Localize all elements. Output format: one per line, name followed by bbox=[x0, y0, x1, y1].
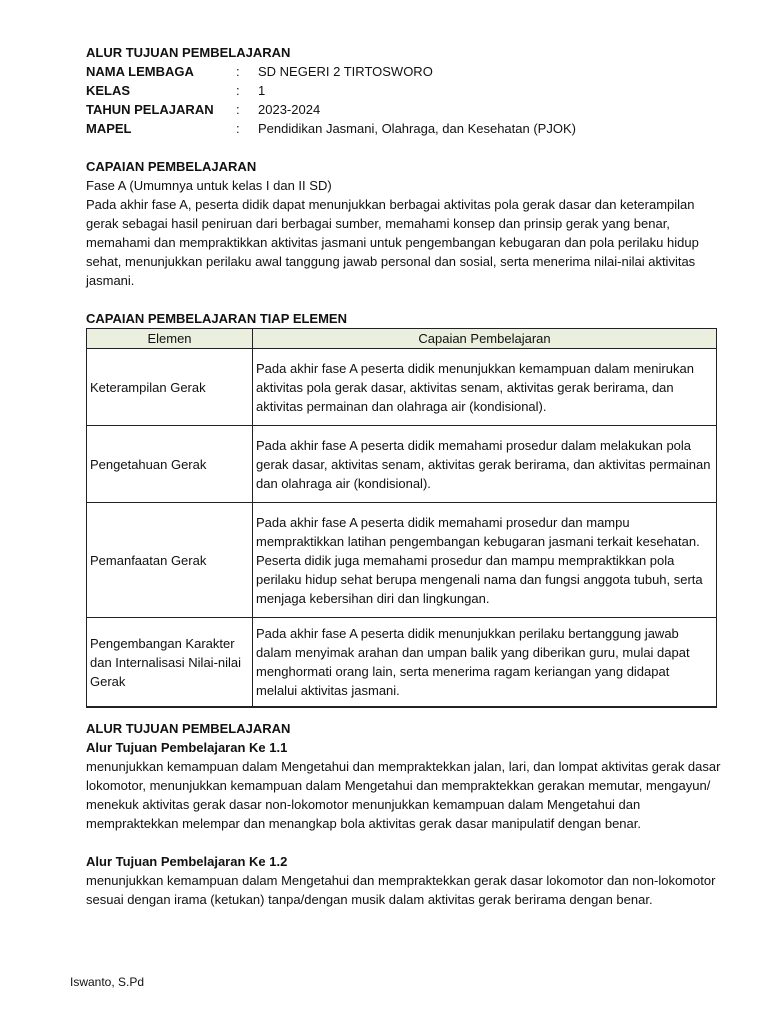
info-value: Pendidikan Jasmani, Olahraga, dan Kesehatan (PJOK) bbox=[258, 121, 576, 136]
column-header-elemen: Elemen bbox=[87, 329, 253, 349]
capaian-cell: Pada akhir fase A peserta didik menunjukkan perilaku bertanggung jawab dalam menyimak arahan dan umpan balik yang diberikan guru, mulai dapat menghormati orang lain, serta menerima ragam keriangan yang didapat melalui aktivitas jasmani. bbox=[253, 618, 717, 708]
elemen-heading: CAPAIAN PEMBELAJARAN TIAP ELEMEN bbox=[86, 311, 347, 326]
info-value: SD NEGERI 2 TIRTOSWORO bbox=[258, 64, 433, 79]
info-row-lembaga bbox=[86, 62, 722, 81]
info-colon: : bbox=[236, 64, 240, 79]
elemen-table-wrap bbox=[86, 328, 722, 708]
atp-item-title: Alur Tujuan Pembelajaran Ke 1.1 bbox=[86, 740, 288, 755]
table-row bbox=[87, 618, 717, 708]
table-row bbox=[87, 503, 717, 618]
table-header-row bbox=[87, 329, 717, 349]
table-row bbox=[87, 426, 717, 503]
capaian-cell: Pada akhir fase A peserta didik memahami prosedur dan mampu mempraktikkan latihan pengembangan kebugaran jasmani terkait kesehatan. Peserta didik juga memahami prosedur dan mampu mempraktikkan pola perilaku hidup sehat berupa mengenali nama dan fungsi anggota tubuh, serta menjaga kebersihan diri dan lingkungan. bbox=[253, 503, 717, 618]
table-row bbox=[87, 349, 717, 426]
info-colon: : bbox=[236, 102, 240, 117]
capaian-heading: CAPAIAN PEMBELAJARAN bbox=[86, 159, 257, 174]
info-row-tahun bbox=[86, 100, 722, 119]
document-page bbox=[86, 43, 722, 909]
elemen-cell: Keterampilan Gerak bbox=[87, 349, 253, 426]
info-colon: : bbox=[236, 83, 240, 98]
info-colon: : bbox=[236, 121, 240, 136]
atp-item-body: menunjukkan kemampuan dalam Mengetahui dan mempraktekkan gerak dasar lokomotor dan non-lokomotor sesuai dengan irama (ketukan) tanpa/dengan musik dalam aktivitas gerak berirama dengan benar. bbox=[86, 873, 716, 907]
capaian-body: Pada akhir fase A, peserta didik dapat menunjukkan berbagai aktivitas pola gerak dasar dan keterampilan gerak sebagai hasil peniruan dari berbagai sumber, memahami konsep dan prinsip gerak yang benar, memahami dan mempraktikkan aktivitas jasmani untuk pengembangan kebugaran dan pola perilaku hidup sehat, menunjukkan perilaku awal tanggung jawab personal dan sosial, serta menerima nilai-nilai aktivitas jasmani. bbox=[86, 197, 699, 288]
elemen-cell: Pengetahuan Gerak bbox=[87, 426, 253, 503]
info-label: MAPEL bbox=[86, 121, 132, 136]
info-row-mapel bbox=[86, 119, 722, 138]
info-label: KELAS bbox=[86, 83, 131, 98]
elemen-cell: Pengembangan Karakter dan Internalisasi Nilai-nilai Gerak bbox=[87, 618, 253, 708]
doc-title: ALUR TUJUAN PEMBELAJARAN bbox=[86, 45, 291, 60]
capaian-cell: Pada akhir fase A peserta didik menunjukkan kemampuan dalam menirukan aktivitas pola gerak dasar, aktivitas senam, aktivitas gerak berirama, dan aktivitas permainan dan olahraga air (kondisional). bbox=[253, 349, 717, 426]
fase-line: Fase A (Umumnya untuk kelas I dan II SD) bbox=[86, 178, 332, 193]
atp-heading: ALUR TUJUAN PEMBELAJARAN bbox=[86, 721, 291, 736]
capaian-cell: Pada akhir fase A peserta didik memahami prosedur dalam melakukan pola gerak dasar, aktivitas senam, aktivitas gerak berirama, dan aktivitas permainan dan olahraga air (kondisional). bbox=[253, 426, 717, 503]
column-header-capaian: Capaian Pembelajaran bbox=[253, 329, 717, 349]
elemen-cell: Pemanfaatan Gerak bbox=[87, 503, 253, 618]
info-value: 1 bbox=[258, 83, 266, 98]
footer-author: Iswanto, S.Pd bbox=[70, 975, 145, 989]
info-value: 2023-2024 bbox=[258, 102, 321, 117]
atp-item-body: menunjukkan kemampuan dalam Mengetahui dan mempraktekkan jalan, lari, dan lompat aktivitas gerak dasar lokomotor, menunjukkan kemampuan dalam Mengetahui dan mempraktekkan gerakan memutar, mengayun/ menekuk aktivitas gerak dasar non-lokomotor menunjukkan kemampuan dalam Mengetahui dan mempraktekkan melempar dan menangkap bola aktivitas gerak dasar manipulatif dengan benar. bbox=[86, 759, 721, 831]
info-label: TAHUN PELAJARAN bbox=[86, 102, 214, 117]
info-label: NAMA LEMBAGA bbox=[86, 64, 194, 79]
atp-item-title: Alur Tujuan Pembelajaran Ke 1.2 bbox=[86, 854, 288, 869]
elemen-table bbox=[86, 328, 717, 708]
info-row-kelas bbox=[86, 81, 722, 100]
